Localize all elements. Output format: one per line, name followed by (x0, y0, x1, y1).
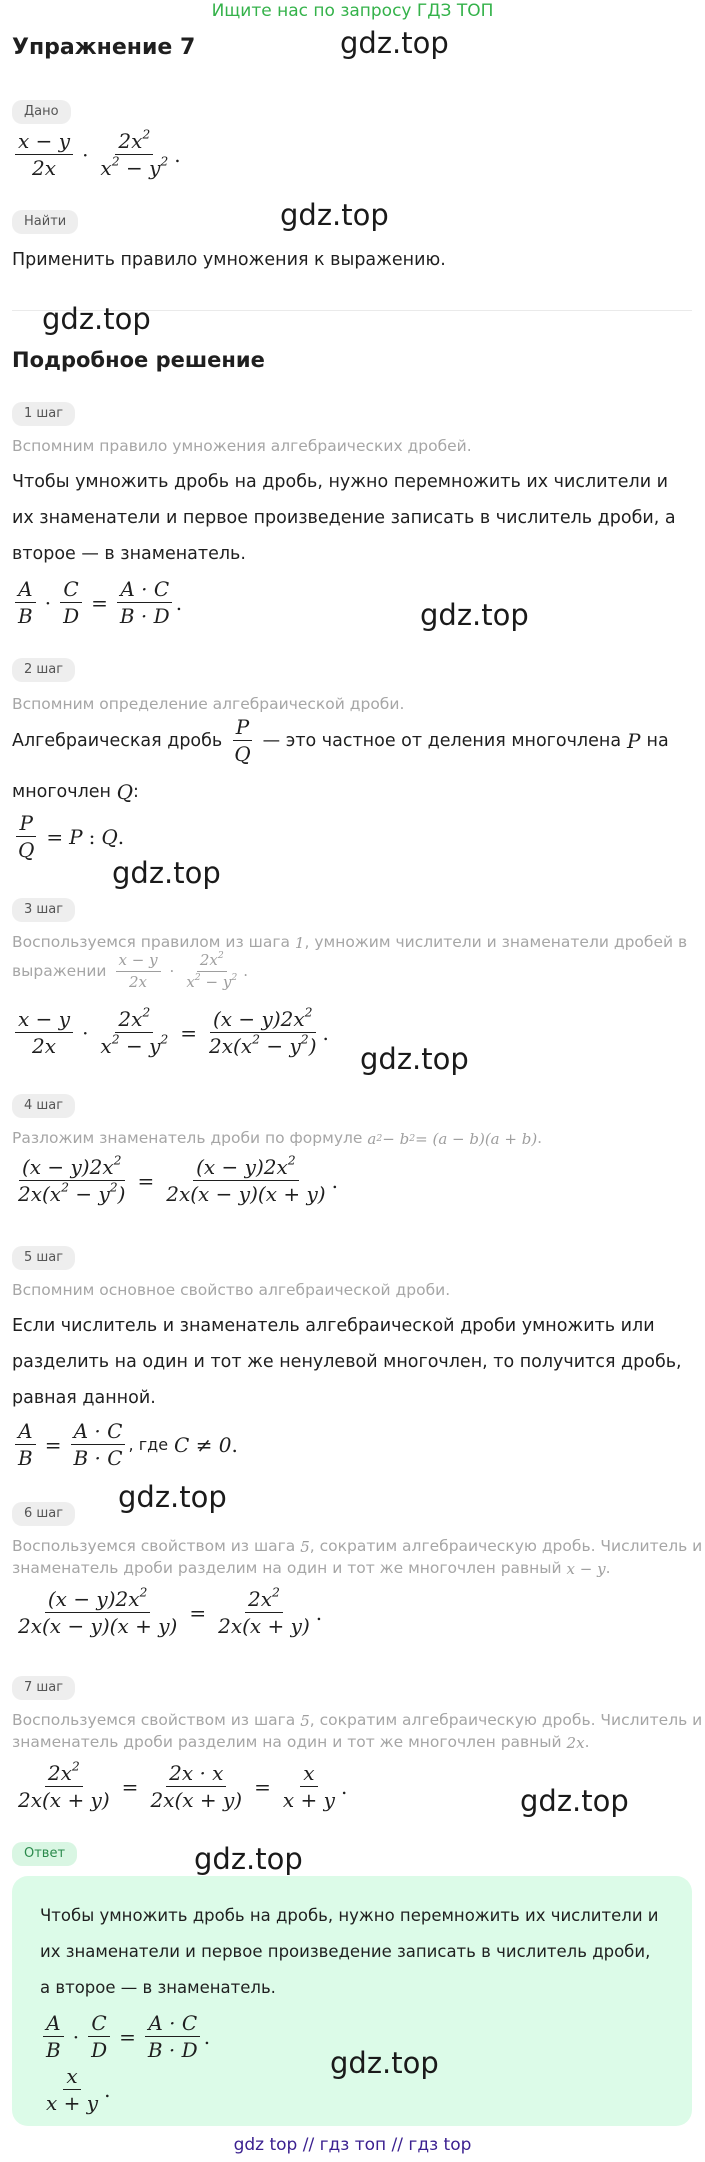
step-1-formula: $\frac{A}{B}$ · $\frac{C}{D}$ = $\frac{A \cdot C}{B \cdot D}$ . (12, 578, 182, 627)
step-3-hint-2: выражении $\frac{x - y}{2x}$ · $\frac{2x^2}{x^2 - y^2}$ . (12, 950, 249, 991)
step-3-formula: $\frac{x - y}{2x}$ · $\frac{2x^2}{x^2 - y^2}$ = $\frac{(x - y)2x^2}{2x(x^2 - y^2)}$ . (12, 1008, 329, 1057)
step-7-hint: Воспользуемся свойством из шага 5, сократим алгебраическую дробь. Числитель и (12, 1711, 703, 1730)
step-4-hint: Разложим знаменатель дроби по формуле a 2 − b 2 = (a − b)(a + b). (12, 1129, 543, 1148)
watermark: gdz.top (118, 1480, 227, 1514)
step-6-hint-2: знаменатель дроби разделим на один и тот же многочлен равный x − y. (12, 1559, 611, 1578)
given-expression: $\frac{x - y}{2x}$ · $\frac{2x^2}{x^2 - y^2}$ . (12, 130, 181, 179)
step-4-formula: $\frac{(x - y)2x^2}{2x(x^2 - y^2)}$ = $\frac{(x - y)2x^2}{2x(x - y)(x + y)}$ . (18, 1152, 338, 1206)
watermark: gdz.top (280, 198, 389, 232)
watermark: gdz.top (194, 1842, 303, 1876)
answer-text: Чтобы умножить дробь на дробь, нужно перемножить их числители и их знаменатели и первое произведение записать в числитель дроби, а второе — в знаменатель. (40, 1906, 659, 1997)
watermark: gdz.top (42, 302, 151, 336)
step-4-tag: 4 шаг (12, 1094, 75, 1118)
step-2-tag: 2 шаг (12, 658, 75, 682)
step-5-tag: 5 шаг (12, 1246, 75, 1270)
step-6-formula: $\frac{(x - y)2x^2}{2x(x - y)(x + y)}$ = $\frac{2x^2}{2x(x + y)}$ . (18, 1584, 323, 1638)
step-6-hint: Воспользуемся свойством из шага 5, сократим алгебраическую дробь. Числитель и (12, 1537, 703, 1556)
answer-tag: Ответ (12, 1842, 77, 1866)
step-1-tag: 1 шаг (12, 402, 75, 426)
step-5-hint: Вспомним основное свойство алгебраической дроби. (12, 1281, 451, 1299)
top-banner[interactable]: Ищите нас по запросу ГДЗ ТОП (211, 1, 494, 21)
step-3-hint: Воспользуемся правилом из шага 1, умножим числители и знаменатели дробей в (12, 933, 688, 952)
watermark: gdz.top (112, 856, 221, 890)
answer-formula: $\frac{A}{B}$ · $\frac{C}{D}$ = $\frac{A \cdot C}{B \cdot D}$ . (40, 2012, 664, 2061)
watermark: gdz.top (520, 1784, 629, 1818)
step-1-text: Чтобы умножить дробь на дробь, нужно перемножить их числители и их знаменатели и первое произведение записать в числитель дроби, а второе — в знаменатель. (12, 472, 676, 564)
step-1-hint: Вспомним правило умножения алгебраических дробей. (12, 437, 472, 455)
step-2-hint: Вспомним определение алгебраической дроби. (12, 695, 405, 713)
page-title: Упражнение 7 (12, 35, 196, 60)
step-2-line: Алгебраическая дробь $\frac{P}{Q}$ — это частное от деления многочлена P на (12, 715, 669, 766)
answer-box (12, 1876, 692, 2126)
step-7-tag: 7 шаг (12, 1676, 75, 1700)
step-6-tag: 6 шаг (12, 1502, 75, 1526)
footer-links[interactable]: gdz top // гдз топ // гдз top (233, 2135, 472, 2155)
find-text: Применить правило умножения к выражению. (12, 250, 446, 270)
step-5-formula: $\frac{A}{B}$ = $\frac{A \cdot C}{B \cdot C}$ , где C ≠ 0 . (12, 1420, 238, 1469)
find-tag: Найти (12, 210, 78, 234)
watermark: gdz.top (330, 2046, 439, 2080)
solution-title: Подробное решение (12, 348, 265, 372)
step-2-formula: $\frac{P}{Q}$ = P : Q . (18, 811, 125, 862)
step-7-hint-2: знаменатель дроби разделим на один и тот же многочлен равный 2x. (12, 1733, 590, 1752)
step-5-text: Если числитель и знаменатель алгебраической дроби умножить или разделить на один и тот же ненулевой многочлен, то получится дробь, равная данной. (12, 1316, 682, 1408)
given-tag: Дано (12, 100, 71, 124)
watermark: gdz.top (340, 26, 449, 60)
step-7-formula: $\frac{2x^2}{2x(x + y)}$ = $\frac{2x \cdot x}{2x(x + y)}$ = $\frac{x}{x + y}$ . (18, 1758, 348, 1812)
step-3-tag: 3 шаг (12, 898, 75, 922)
watermark: gdz.top (360, 1042, 469, 1076)
step-2-line-2: многочлен Q: (12, 780, 139, 804)
answer-result: $\frac{x}{x + y}$ . (46, 2064, 111, 2115)
watermark: gdz.top (420, 598, 529, 632)
